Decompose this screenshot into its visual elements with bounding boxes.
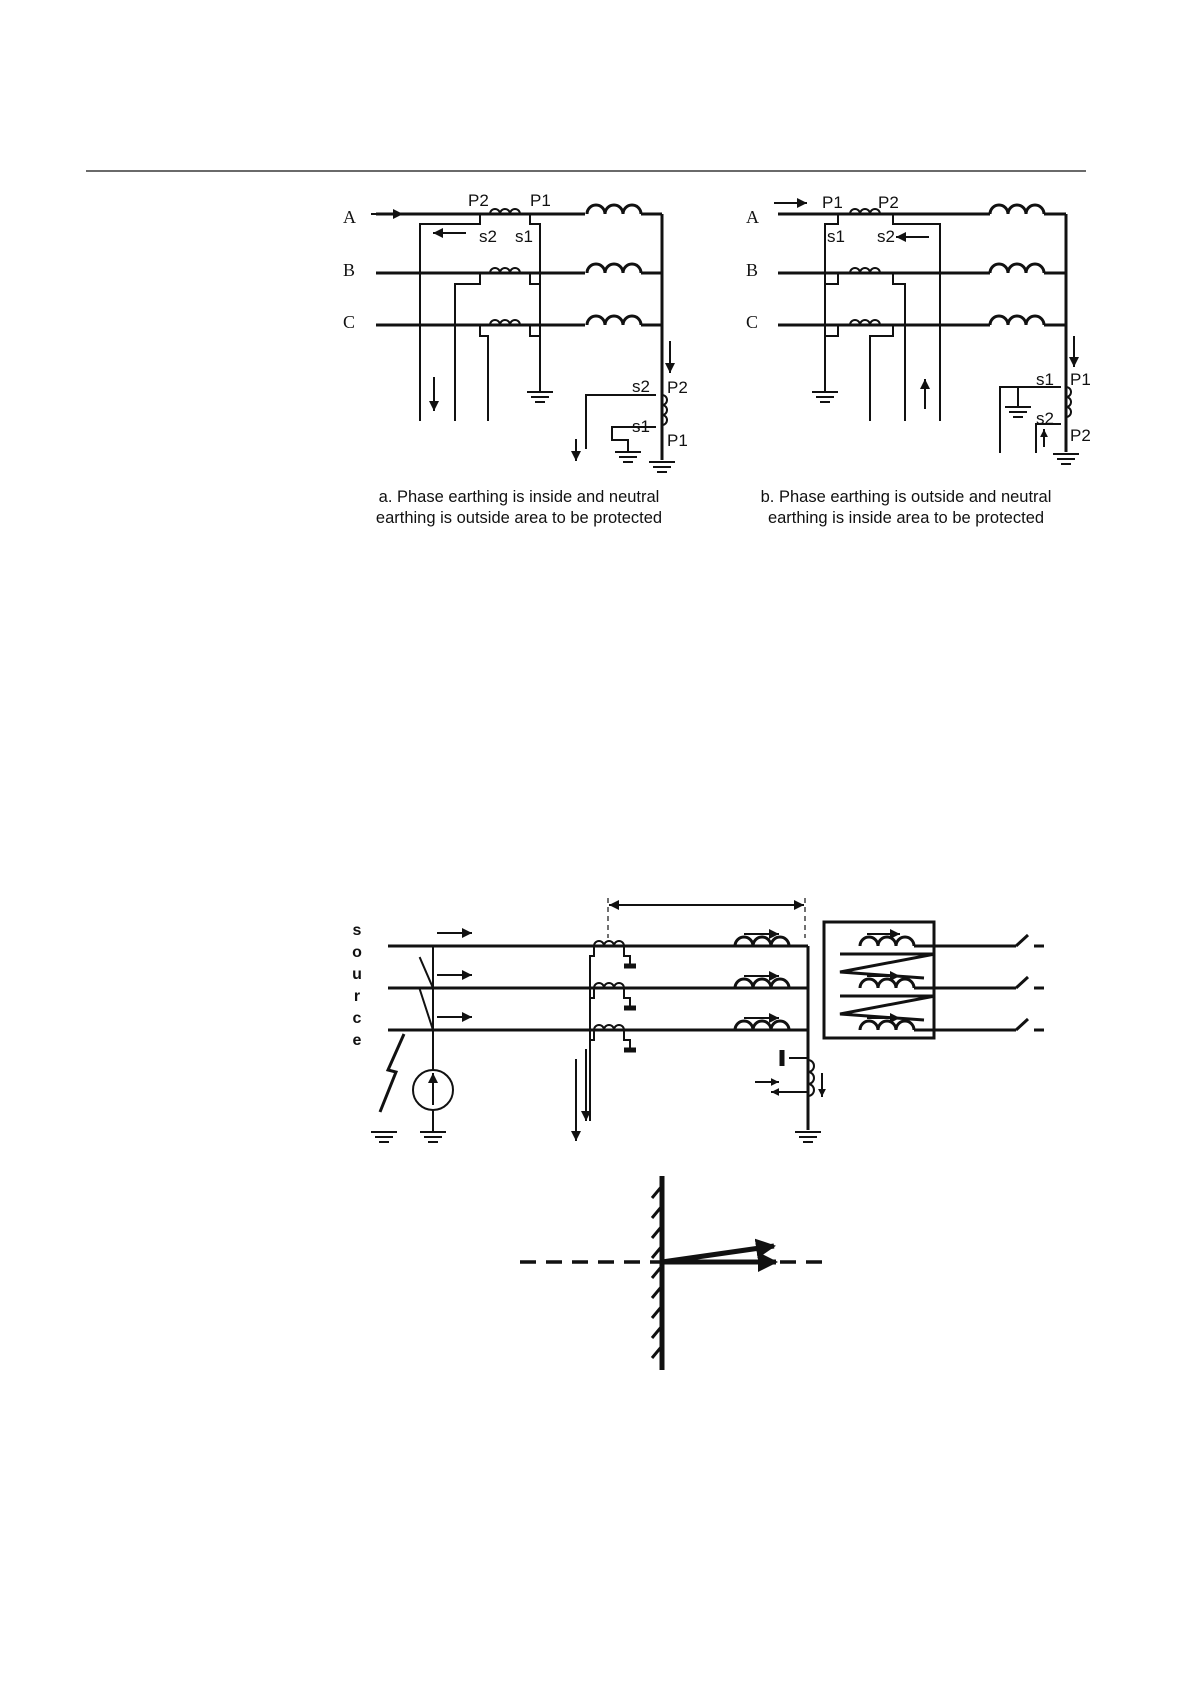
neutral-p2-label: P2 [667,378,688,397]
ct-a-p2-label: P2 [468,191,489,210]
source-letter: u [352,966,362,983]
ct-a-s2-label: s2 [877,227,895,246]
breaker [1016,935,1028,946]
source-letter: e [352,1032,362,1049]
figure-c [352,898,1044,1142]
ct-a-p1-label: P1 [822,193,843,212]
source-letter: s [352,922,362,939]
caption-a-line2: earthing is outside area to be protected [375,509,663,527]
winding-a [587,205,641,214]
neutral-p1-label: P1 [1070,370,1091,389]
winding-c [990,316,1044,325]
ct-a-s1-label: s1 [515,227,533,246]
breaker [1016,1019,1028,1030]
neutral-p2-label: P2 [1070,426,1091,445]
winding-c [587,316,641,325]
source-letter: r [353,988,361,1005]
ct-a-s1-label: s1 [827,227,845,246]
fault-bolt [380,1034,404,1112]
breaker [1016,977,1028,988]
neutral-s2-label: s2 [632,377,650,396]
phase-label-a: A [343,207,356,227]
neutral-p1-label: P1 [667,431,688,450]
figure-b [746,193,1091,527]
phase-label-a: A [746,207,759,227]
ct-a-s2-label: s2 [479,227,497,246]
winding-b [587,264,641,273]
caption-a-line1: a. Phase earthing is inside and neutral [378,488,660,506]
source-letter: c [352,1010,362,1027]
neutral-s1-label: s1 [632,417,650,436]
neutral-s2-label: s2 [1036,409,1054,428]
phase-label-c: C [746,312,759,332]
winding-b [990,264,1044,273]
figure-a [343,191,688,527]
source-letter: o [352,944,362,961]
caption-b-line1: b. Phase earthing is outside and neutral [760,488,1052,506]
winding-a [990,205,1044,214]
phase-label-c: C [343,312,356,332]
phase-label-b: B [343,260,356,280]
phase-label-b: B [746,260,759,280]
neutral-s1-label: s1 [1036,370,1054,389]
caption-b-line2: earthing is inside area to be protected [767,509,1045,527]
ct-a-p2-label: P2 [878,193,899,212]
ct-a-p1-label: P1 [530,191,551,210]
figure-d [520,1176,832,1370]
